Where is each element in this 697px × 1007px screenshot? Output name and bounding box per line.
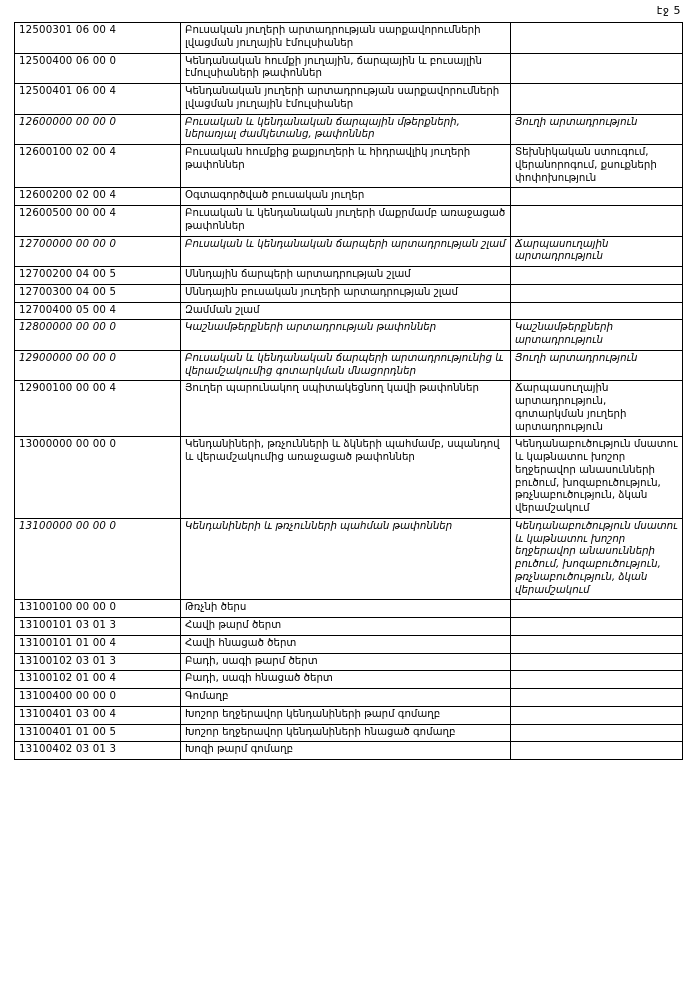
cell-name: Կենդանիների և թռչունների պահման թափոններ — [181, 518, 511, 600]
table-row — [15, 206, 683, 237]
table-row — [15, 653, 683, 671]
cell-code: 12600200 02 00 4 — [15, 188, 181, 206]
cell-code: 13100100 00 00 0 — [15, 600, 181, 618]
cell-name: Բադի, սագի հնացած ծերտ — [181, 671, 511, 689]
cell-name: Կենդանիների, թռչունների և ձկների պահմամբ, սպանդով և վերամշակումից առաջացած թափոններ — [181, 437, 511, 519]
cell-code: 12600000 00 00 0 — [15, 114, 181, 145]
page-number-header: էջ 5 — [656, 4, 681, 17]
cell-name: Խոշոր եղջերավոր կենդանիների թարմ գոմաղբ — [181, 706, 511, 724]
cell-code: 13100101 01 00 4 — [15, 635, 181, 653]
table-row — [15, 350, 683, 381]
cell-unit: Կենդանաբուծություն մսատու և կաթնատու խոշոր եղջերավոր անասունների բուծում, խոզաբուծություն, թռչնաբուծություն, ձկան վերամշակում — [511, 518, 683, 600]
cell-unit — [511, 23, 683, 54]
cell-name: Բուսական և կենդանական ճարպերի արտադրությունից և վերամշակումից գոտարկման մնացորդներ — [181, 350, 511, 381]
cell-code: 13100401 03 00 4 — [15, 706, 181, 724]
cell-unit: Կաշնամթերքների արտադրություն — [511, 320, 683, 351]
cell-unit: Տեխնիկական ստուգում, վերանորոգում, քսուքների փոփոխություն — [511, 145, 683, 188]
cell-code: 13100101 03 01 3 — [15, 618, 181, 636]
table-row — [15, 302, 683, 320]
cell-name: Կենդանական հումքի յուղային, ճարպային և բուսայլին էմուլսիաների թափոններ — [181, 53, 511, 84]
table-row — [15, 53, 683, 84]
table-row — [15, 381, 683, 437]
cell-name: Խոզի թարմ գոմաղբ — [181, 742, 511, 760]
cell-name: Բուսական և կենդանական ճարպերի արտադրության շլամ — [181, 236, 511, 267]
cell-name: Բուսական և կենդանական ճարպային մթերքների, ներառյալ ժամկետանց, թափոններ — [181, 114, 511, 145]
cell-name: Օգտագործված բուսական յուղեր — [181, 188, 511, 206]
cell-name: Խոշոր եղջերավոր կենդանիների հնացած գոմաղբ — [181, 724, 511, 742]
table-row — [15, 742, 683, 760]
cell-code: 12500400 06 00 0 — [15, 53, 181, 84]
cell-code: 12500301 06 00 4 — [15, 23, 181, 54]
cell-unit — [511, 267, 683, 285]
table-row — [15, 518, 683, 600]
cell-code: 13000000 00 00 0 — [15, 437, 181, 519]
waste-classifier-table-wrapper — [14, 22, 682, 760]
cell-name: Սննդային բուսական յուղերի արտադրության շլամ — [181, 284, 511, 302]
table-row — [15, 437, 683, 519]
cell-unit — [511, 600, 683, 618]
cell-unit: Կենդանաբուծություն մսատու և կաթնատու խոշոր եղջերավոր անասունների բուծում, խոզաբուծություն, թռչնաբուծություն, ձկան վերամշակում — [511, 437, 683, 519]
cell-code: 13100102 03 01 3 — [15, 653, 181, 671]
cell-code: 12700000 00 00 0 — [15, 236, 181, 267]
table-row — [15, 635, 683, 653]
cell-code: 12800000 00 00 0 — [15, 320, 181, 351]
cell-code: 13100401 01 00 5 — [15, 724, 181, 742]
cell-code: 12700300 04 00 5 — [15, 284, 181, 302]
cell-code: 13100400 00 00 0 — [15, 689, 181, 707]
cell-unit — [511, 742, 683, 760]
table-row — [15, 284, 683, 302]
table-row — [15, 23, 683, 54]
cell-name: Բուսական հումքից քաքյուղերի և հիդրավլիկ յուղերի թափոններ — [181, 145, 511, 188]
cell-unit — [511, 706, 683, 724]
table-row — [15, 689, 683, 707]
cell-name: Բուսական յուղերի արտադրության սարքավորումների լվացման յուղային էմուլսիաներ — [181, 23, 511, 54]
cell-name: Բուսական և կենդանական յուղերի մաքրմամբ առաջացած թափոններ — [181, 206, 511, 237]
cell-name: Յուղեր պարունակող սպիտակեցնող կավի թափոններ — [181, 381, 511, 437]
cell-unit — [511, 284, 683, 302]
cell-unit — [511, 188, 683, 206]
table-row — [15, 84, 683, 115]
cell-name: Զամման շլամ — [181, 302, 511, 320]
cell-code: 12900000 00 00 0 — [15, 350, 181, 381]
table-row — [15, 145, 683, 188]
cell-code: 13100402 03 01 3 — [15, 742, 181, 760]
table-row — [15, 236, 683, 267]
table-row — [15, 267, 683, 285]
table-row — [15, 618, 683, 636]
table-row — [15, 724, 683, 742]
cell-code: 13100000 00 00 0 — [15, 518, 181, 600]
cell-unit — [511, 53, 683, 84]
cell-name: Սննդային ճարպերի արտադրության շլամ — [181, 267, 511, 285]
cell-code: 12600500 00 00 4 — [15, 206, 181, 237]
cell-unit — [511, 635, 683, 653]
cell-name: Կենդանական յուղերի արտադրության սարքավորումների լվացման յուղային էմուլսիաներ — [181, 84, 511, 115]
cell-unit — [511, 653, 683, 671]
cell-name: Բադի, սագի թարմ ծերտ — [181, 653, 511, 671]
cell-unit — [511, 84, 683, 115]
cell-code: 12700400 05 00 4 — [15, 302, 181, 320]
cell-unit — [511, 671, 683, 689]
cell-name: Կաշնամթերքների արտադրության թափոններ — [181, 320, 511, 351]
cell-unit: Ճարպասուղային արտադրություն, գոտարկման յուղերի արտադրություն — [511, 381, 683, 437]
cell-name: Թռչնի ծերս — [181, 600, 511, 618]
table-row — [15, 706, 683, 724]
table-row — [15, 114, 683, 145]
table-row — [15, 600, 683, 618]
cell-unit — [511, 689, 683, 707]
cell-unit — [511, 618, 683, 636]
cell-unit — [511, 724, 683, 742]
table-row — [15, 320, 683, 351]
cell-unit — [511, 302, 683, 320]
cell-name: Հավի հնացած ծերտ — [181, 635, 511, 653]
cell-unit: Յուղի արտադրություն — [511, 114, 683, 145]
cell-unit: Յուղի արտադրություն — [511, 350, 683, 381]
cell-unit: Ճարպասուղային արտադրություն — [511, 236, 683, 267]
table-row — [15, 188, 683, 206]
cell-code: 12900100 00 00 4 — [15, 381, 181, 437]
table-body — [15, 23, 683, 760]
cell-unit — [511, 206, 683, 237]
cell-code: 12600100 02 00 4 — [15, 145, 181, 188]
cell-code: 12700200 04 00 5 — [15, 267, 181, 285]
table-row — [15, 671, 683, 689]
cell-name: Հավի թարմ ծերտ — [181, 618, 511, 636]
cell-code: 12500401 06 00 4 — [15, 84, 181, 115]
waste-classifier-table — [14, 22, 683, 760]
cell-code: 13100102 01 00 4 — [15, 671, 181, 689]
cell-name: Գոմաղբ — [181, 689, 511, 707]
